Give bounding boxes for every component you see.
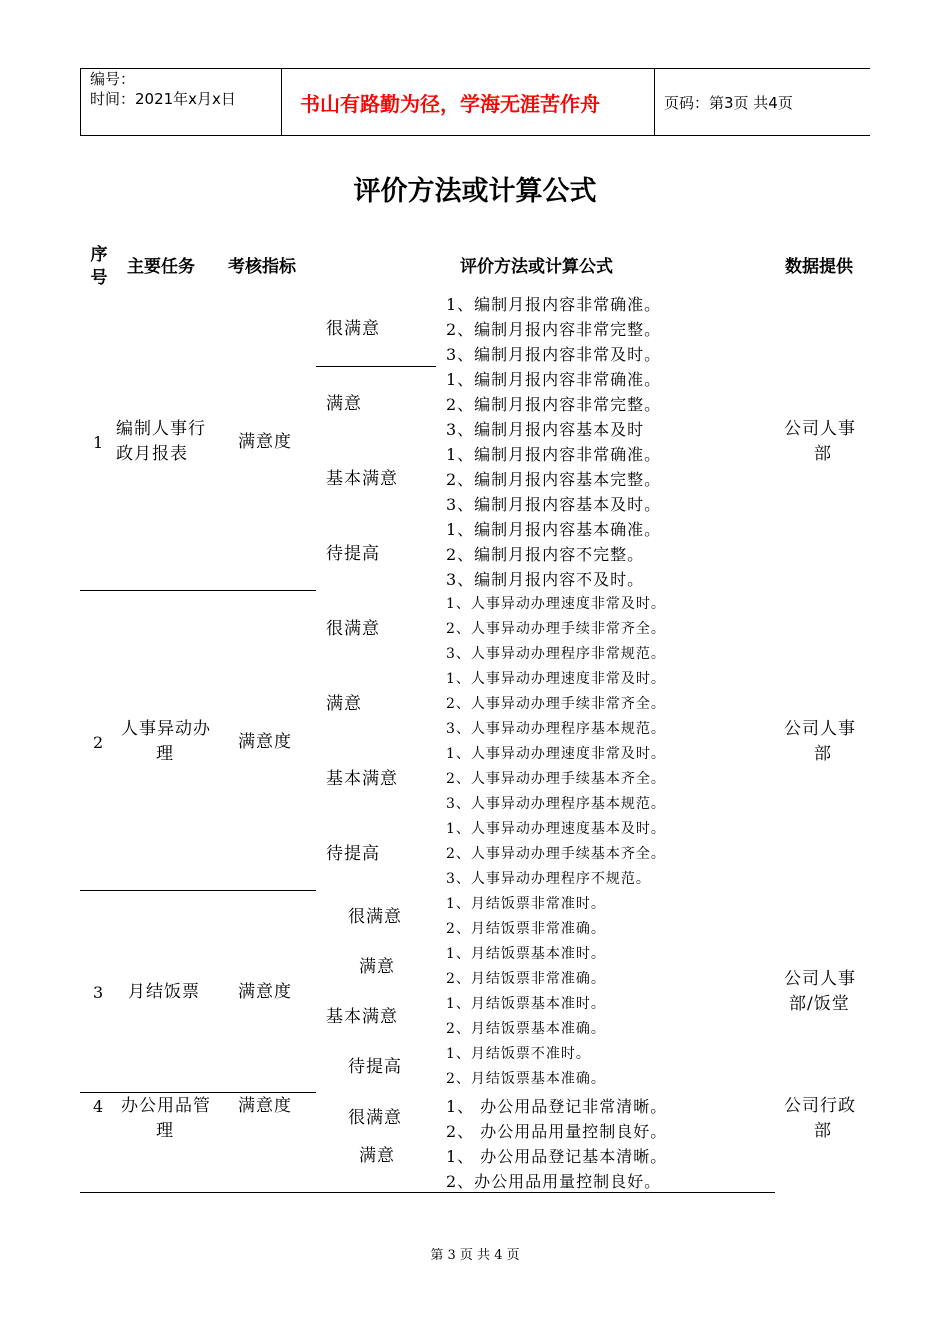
row-indicator: 满意度 [238,982,292,1002]
method-line: 3、人事异动办理程序基本规范。 [446,721,666,737]
row-provider-line: 部 [814,744,831,764]
row-provider-line: 公司行政 [784,1096,856,1116]
row-task-line: 理 [156,744,173,764]
col-header-provider: 数据提供 [785,257,853,277]
row-provider-line: 公司人事 [784,419,856,439]
method-line: 1、 办公用品登记基本清晰。 [446,1147,668,1166]
header-motto: 书山有路勤为径，学海无涯苦作舟 [300,92,600,116]
page-number-label: 页码：第3页 共4页 [664,94,793,112]
row-provider-line: 公司人事 [784,969,856,989]
method-line: 1、编制月报内容基本确准。 [446,520,662,539]
row-seq: 2 [93,733,104,752]
criterion-label: 很满意 [326,619,380,639]
method-line: 2、编制月报内容非常完整。 [446,395,662,414]
method-line: 2、编制月报内容基本完整。 [446,470,662,489]
method-line: 1、人事异动办理速度非常及时。 [446,671,666,687]
row-provider-line: 部 [814,444,831,464]
row-seq: 1 [93,433,104,452]
method-line: 2、人事异动办理手续基本齐全。 [446,846,666,862]
row-task-line: 月结饭票 [128,982,200,1002]
page-title: 评价方法或计算公式 [353,176,597,207]
method-line: 1、月结饭票基本准时。 [446,996,606,1012]
method-line: 2、 办公用品用量控制良好。 [446,1122,668,1141]
criterion-label: 满意 [359,957,395,977]
row-task-line: 理 [156,1121,173,1141]
row-indicator: 满意度 [238,732,292,752]
method-line: 3、人事异动办理程序基本规范。 [446,796,666,812]
method-line: 1、人事异动办理速度非常及时。 [446,746,666,762]
row-task-line: 编制人事行 [116,419,206,439]
col-header-indicator: 考核指标 [228,257,296,277]
method-line: 1、月结饭票非常准时。 [446,896,606,912]
col-header-task: 主要任务 [127,257,195,277]
row-provider-line: 部/饭堂 [789,994,850,1014]
criterion-label: 很满意 [348,907,402,927]
criterion-label: 基本满意 [326,1007,398,1027]
method-line: 1、月结饭票基本准时。 [446,946,606,962]
row-provider-line: 公司人事 [784,719,856,739]
criterion-label: 满意 [359,1146,395,1166]
method-line: 2、人事异动办理手续非常齐全。 [446,696,666,712]
criterion-label: 满意 [326,694,362,714]
col-header-method: 评价方法或计算公式 [460,257,613,277]
method-line: 1、编制月报内容非常确准。 [446,445,662,464]
criterion-label: 很满意 [348,1108,402,1128]
row-task-line: 人事异动办 [121,719,211,739]
row-indicator: 满意度 [238,1096,292,1116]
criterion-label: 基本满意 [326,769,398,789]
method-line: 1、编制月报内容非常确准。 [446,370,662,389]
row-seq: 4 [93,1097,104,1116]
method-line: 2、人事异动办理手续非常齐全。 [446,621,666,637]
document-time-label: 时间：2021年x月x日 [90,90,236,108]
method-line: 3、编制月报内容基本及时。 [446,495,662,514]
criterion-label: 待提高 [348,1057,402,1077]
criterion-label: 满意 [326,394,362,414]
row-task-line: 政月报表 [116,444,188,464]
document-number-label: 编号： [90,70,136,88]
method-line: 3、人事异动办理程序不规范。 [446,871,651,887]
criterion-label: 很满意 [326,319,380,339]
method-line: 1、编制月报内容非常确准。 [446,295,662,314]
method-line: 2、月结饭票非常准确。 [446,971,606,987]
col-header-seq: 序号 [90,245,108,288]
method-line: 2、编制月报内容非常完整。 [446,320,662,339]
criterion-label: 基本满意 [326,469,398,489]
criterion-label: 待提高 [326,844,380,864]
method-line: 1、 办公用品登记非常清晰。 [446,1097,668,1116]
method-line: 2、月结饭票基本准确。 [446,1071,606,1087]
method-line: 2、月结饭票非常准确。 [446,921,606,937]
row-task-line: 办公用品管 [121,1096,211,1116]
method-line: 3、编制月报内容非常及时。 [446,345,662,364]
method-line: 1、月结饭票不准时。 [446,1046,591,1062]
method-line: 1、人事异动办理速度基本及时。 [446,821,666,837]
method-line: 1、人事异动办理速度非常及时。 [446,596,666,612]
criterion-label: 待提高 [326,544,380,564]
method-line: 3、人事异动办理程序非常规范。 [446,646,666,662]
method-line: 2、编制月报内容不完整。 [446,545,645,564]
page-footer: 第 3 页 共 4 页 [430,1248,520,1263]
method-line: 2、月结饭票基本准确。 [446,1021,606,1037]
method-line: 3、编制月报内容不及时。 [446,570,645,589]
row-indicator: 满意度 [238,432,292,452]
method-line: 3、编制月报内容基本及时 [446,420,645,439]
method-line: 2、人事异动办理手续基本齐全。 [446,771,666,787]
row-provider-line: 部 [814,1121,831,1141]
method-line: 2、办公用品用量控制良好。 [446,1172,662,1191]
row-seq: 3 [93,983,104,1002]
